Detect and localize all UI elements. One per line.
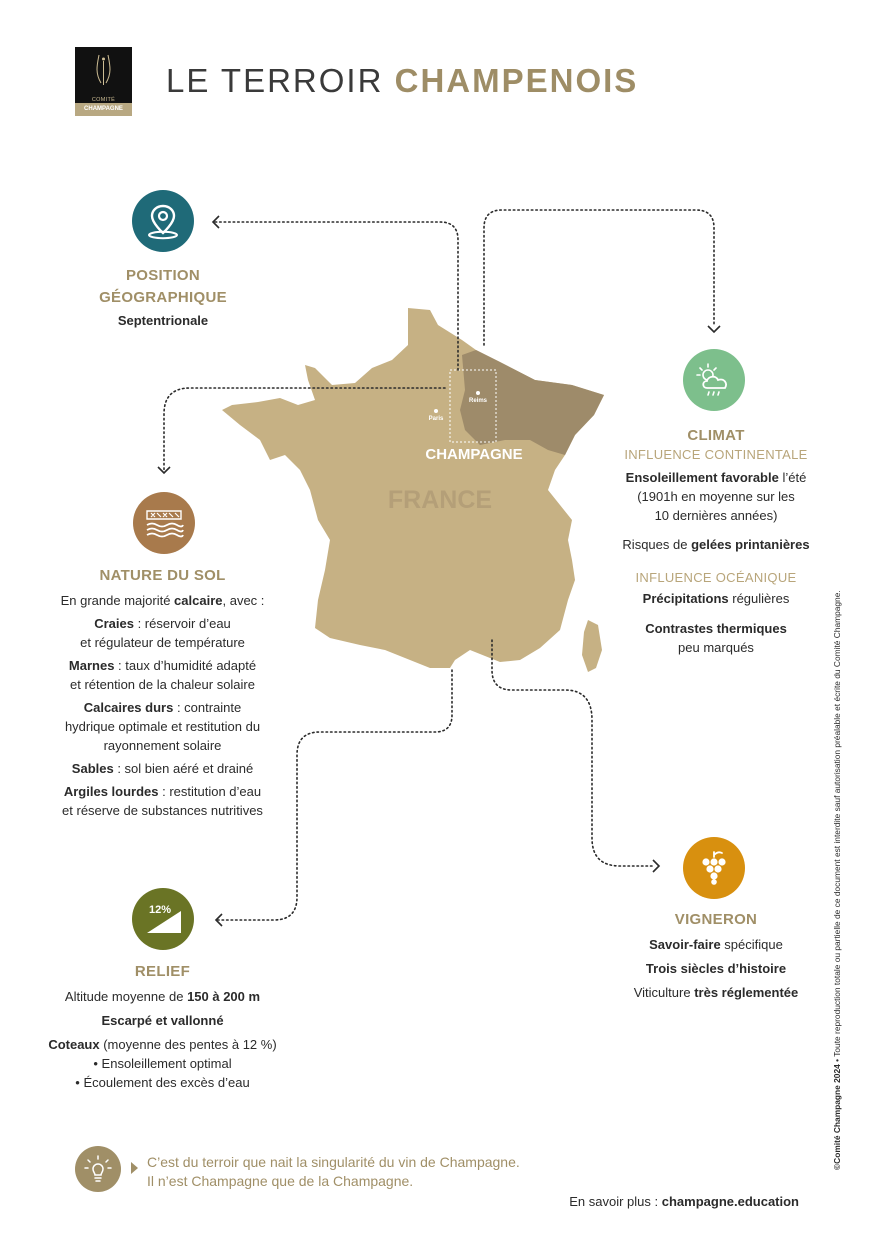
climat-sub-oceanic: INFLUENCE OCÉANIQUE	[635, 570, 797, 585]
position-section	[60, 265, 266, 330]
climat-p3	[606, 589, 826, 608]
vigneron-heading: VIGNERON	[674, 911, 758, 928]
footer-quote	[147, 1153, 520, 1191]
sol-calc-line2: hydrique optimale et restitution du	[64, 719, 261, 734]
copyright-bold: ©Comité Champagne 2024	[832, 1064, 842, 1170]
sol-argiles	[40, 782, 285, 820]
vigneron-p2-bold: Trois siècles d’histoire	[645, 961, 787, 976]
relief-p3-bold: Coteaux	[48, 1037, 100, 1052]
connector-vigneron	[492, 640, 652, 866]
sol-calc-line3: rayonnement solaire	[103, 738, 222, 753]
logo-text-comite: COMITÉ	[91, 97, 116, 103]
vigneron-p3	[606, 983, 826, 1002]
title-bold: CHAMPENOIS	[394, 62, 639, 99]
position-heading-2: GÉOGRAPHIQUE	[99, 289, 227, 306]
relief-p2	[40, 1011, 285, 1030]
connector-climat	[484, 210, 714, 345]
sol-craies-bold: Craies	[94, 616, 134, 631]
city-reims: Reims	[468, 398, 488, 404]
climat-section	[606, 425, 826, 657]
footer-quote-line1: C’est du terroir que nait la singularité du vin de Champagne.	[147, 1154, 520, 1170]
relief-badge: 12%	[149, 904, 172, 916]
lightbulb-icon	[75, 1146, 121, 1192]
relief-p2-bold: Escarpé et vallonné	[101, 1013, 224, 1028]
more-info	[569, 1194, 799, 1209]
sol-calcaires	[40, 698, 285, 755]
climat-p3-rest: régulières	[728, 591, 790, 606]
climat-p2-pre: Risques de	[622, 537, 692, 552]
sol-craies-rest: : réservoir d’eau	[133, 616, 231, 631]
location-pin-icon	[132, 190, 194, 252]
position-text: Septentrionale	[117, 313, 209, 328]
climat-p2	[606, 535, 826, 554]
relief-p3-line2: • Ensoleillement optimal	[93, 1056, 232, 1071]
sol-argiles-rest: : restitution d’eau	[158, 784, 262, 799]
sol-intro-bold: calcaire	[174, 593, 223, 608]
relief-p3	[40, 1035, 285, 1092]
relief-p1-bold: 150 à 200 m	[187, 989, 261, 1004]
title-light: LE TERROIR	[166, 62, 395, 99]
relief-section	[40, 961, 285, 1092]
sol-calc-bold: Calcaires durs	[83, 700, 174, 715]
sol-marnes-rest: : taux d’humidité adapté	[114, 658, 257, 673]
logo-text-champagne: CHAMPAGNE	[75, 103, 132, 116]
quote-arrow-icon	[131, 1162, 138, 1174]
climat-p1-line2: (1901h en moyenne sur les	[637, 489, 795, 504]
sol-marnes-line2: et rétention de la chaleur solaire	[69, 677, 255, 692]
arrow-vigneron	[653, 860, 659, 872]
relief-heading: RELIEF	[134, 963, 191, 980]
vigneron-section	[606, 909, 826, 1002]
climat-p3-bold: Précipitations	[642, 591, 729, 606]
vigneron-p1-bold: Savoir-faire	[649, 937, 721, 952]
relief-p1-pre: Altitude moyenne de	[64, 989, 188, 1004]
champagne-label: CHAMPAGNE	[425, 446, 523, 463]
soil-layers-icon	[133, 492, 195, 554]
climat-p4	[606, 619, 826, 657]
vigneron-p3-bold: très réglementée	[694, 985, 799, 1000]
climat-sub-continental: INFLUENCE CONTINENTALE	[624, 447, 808, 462]
sol-intro-post: , avec :	[222, 593, 265, 608]
sol-calc-rest: : contrainte	[173, 700, 242, 715]
sol-marnes-bold: Marnes	[68, 658, 115, 673]
climat-p4-bold: Contrastes thermiques	[645, 621, 787, 636]
climat-p4-line2: peu marqués	[678, 640, 754, 655]
position-heading-1: POSITION	[125, 267, 201, 284]
footer-quote-line2: Il n’est Champagne que de la Champagne.	[147, 1173, 414, 1189]
sol-craies-line2: et régulateur de température	[80, 635, 245, 650]
arrow-climat	[708, 326, 720, 332]
sol-argiles-bold: Argiles lourdes	[63, 784, 159, 799]
more-info-link[interactable]: champagne.education	[661, 1194, 799, 1209]
more-info-label: En savoir plus :	[569, 1194, 662, 1209]
sol-craies	[40, 614, 285, 652]
climat-p1	[606, 468, 826, 525]
climat-heading: CLIMAT	[687, 427, 745, 444]
relief-p3-rest: (moyenne des pentes à 12 %)	[99, 1037, 277, 1052]
sol-sables-rest: : sol bien aéré et drainé	[113, 761, 254, 776]
climat-p1-bold: Ensoleillement favorable	[625, 470, 779, 485]
sol-marnes	[40, 656, 285, 694]
sol-intro-pre: En grande majorité	[60, 593, 175, 608]
relief-p3-line3: • Écoulement des excès d’eau	[75, 1075, 250, 1090]
weather-icon	[683, 349, 745, 411]
grape-icon	[683, 837, 745, 899]
vigneron-p3-pre: Viticulture	[633, 985, 695, 1000]
sol-sables	[40, 759, 285, 778]
sol-heading: NATURE DU SOL	[99, 567, 226, 584]
climat-p2-bold: gelées printanières	[691, 537, 810, 552]
vigneron-p1	[606, 935, 826, 954]
slope-icon	[132, 888, 194, 950]
climat-p1-rest: l’été	[778, 470, 807, 485]
sol-intro	[40, 591, 285, 610]
sol-section	[40, 565, 285, 820]
vigneron-p1-rest: spécifique	[720, 937, 783, 952]
climat-p1-line3: 10 dernières années)	[654, 508, 778, 523]
city-paris: Paris	[428, 416, 444, 422]
france-label: FRANCE	[387, 486, 493, 514]
relief-p1	[40, 987, 285, 1006]
vigneron-p2	[606, 959, 826, 978]
corsica-shape	[582, 620, 602, 672]
copyright-note	[832, 430, 842, 1170]
sol-sables-bold: Sables	[71, 761, 114, 776]
sol-argiles-line2: et réserve de substances nutritives	[62, 803, 263, 818]
copyright-text: • Toute reproduction totale ou partielle de ce document est interdite sauf autorisation préalable et écrite du Comité Champagne.	[832, 590, 842, 1065]
